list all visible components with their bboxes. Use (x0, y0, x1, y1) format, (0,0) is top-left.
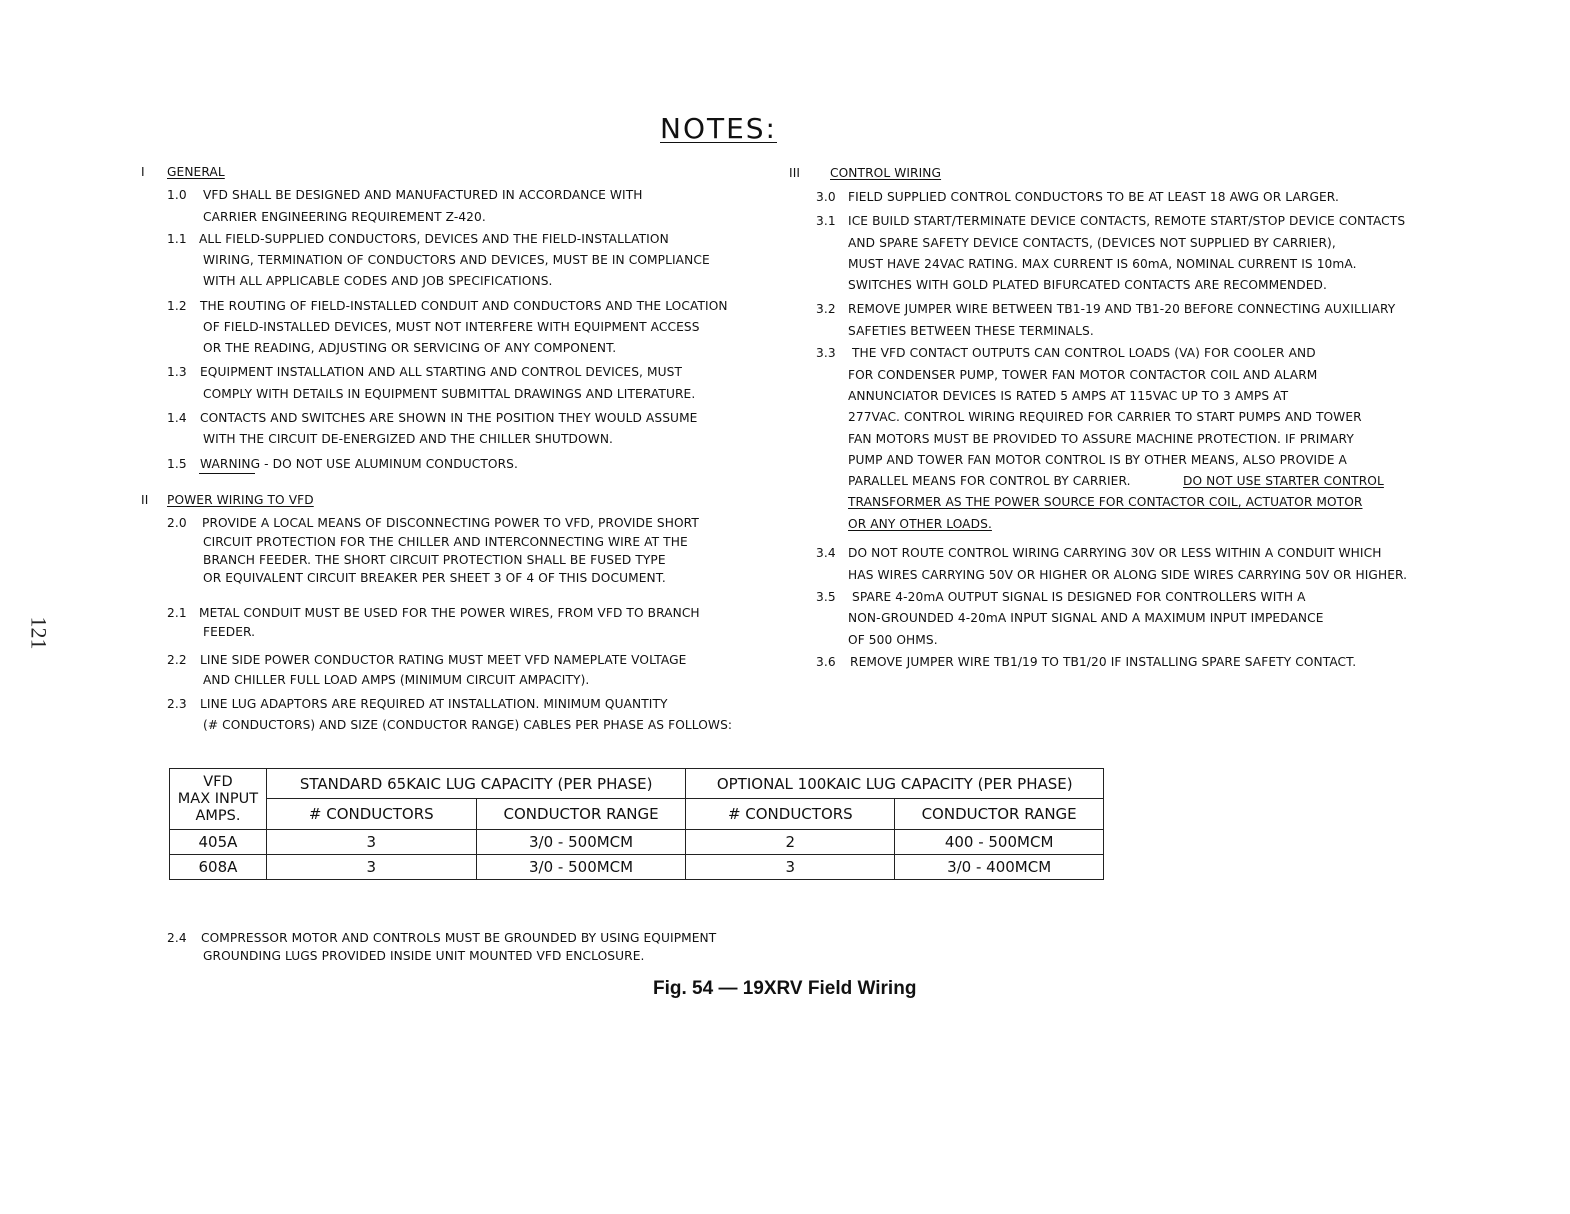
note-line: HAS WIRES CARRYING 50V OR HIGHER OR ALONG SIDE WIRES CARRYING 50V OR HIGHER. (848, 568, 1408, 582)
note-line: 2.3 (167, 697, 187, 711)
note-line: POWER WIRING TO VFD (167, 493, 314, 507)
note-line: 1.0 (167, 188, 187, 202)
header-optional-lug-capacity: OPTIONAL 100KAIC LUG CAPACITY (PER PHASE) (686, 769, 1104, 799)
note-line: 1.1 (167, 232, 187, 246)
note-line: 1.5 (167, 457, 187, 471)
notes-title: NOTES: (660, 112, 777, 145)
note-line: 3.2 (816, 302, 836, 316)
note-line: CONTACTS AND SWITCHES ARE SHOWN IN THE POSITION THEY WOULD ASSUME (200, 411, 698, 425)
note-line: 3.4 (816, 546, 836, 560)
note-line: 277VAC. CONTROL WIRING REQUIRED FOR CARRIER TO START PUMPS AND TOWER (848, 410, 1362, 424)
table-cell: 405A (170, 830, 267, 855)
note-line: THE VFD CONTACT OUTPUTS CAN CONTROL LOADS (VA) FOR COOLER AND (852, 346, 1316, 360)
note-line: FAN MOTORS MUST BE PROVIDED TO ASSURE MACHINE PROTECTION. IF PRIMARY (848, 432, 1354, 446)
table-cell: 3 (266, 830, 476, 855)
note-line: FEEDER. (203, 625, 256, 639)
note-line: WITH THE CIRCUIT DE-ENERGIZED AND THE CHILLER SHUTDOWN. (203, 432, 614, 446)
note-line: 3.3 (816, 346, 836, 360)
table-row (170, 830, 1104, 855)
note-line: AND CHILLER FULL LOAD AMPS (MINIMUM CIRCUIT AMPACITY). (203, 673, 590, 687)
note-line: ALL FIELD-SUPPLIED CONDUCTORS, DEVICES AND THE FIELD-INSTALLATION (199, 232, 669, 246)
note-line: WARNING - DO NOT USE ALUMINUM CONDUCTORS. (200, 457, 518, 471)
note-line: AND SPARE SAFETY DEVICE CONTACTS, (DEVICES NOT SUPPLIED BY CARRIER), (848, 236, 1336, 250)
note-line: FIELD SUPPLIED CONTROL CONDUCTORS TO BE AT LEAST 18 AWG OR LARGER. (848, 190, 1339, 204)
note-line: III (789, 166, 801, 180)
note-line: (# CONDUCTORS) AND SIZE (CONDUCTOR RANGE) CABLES PER PHASE AS FOLLOWS: (203, 718, 733, 732)
note-line: DO NOT USE STARTER CONTROL (1183, 474, 1384, 488)
note-line: 2.0 (167, 516, 187, 530)
note-line: 3.6 (816, 655, 836, 669)
note-line: 2.2 (167, 653, 187, 667)
note-line: VFD SHALL BE DESIGNED AND MANUFACTURED IN ACCORDANCE WITH (203, 188, 643, 202)
note-line: OR THE READING, ADJUSTING OR SERVICING OF ANY COMPONENT. (203, 341, 617, 355)
note-line: 3.5 (816, 590, 836, 604)
note-line: GROUNDING LUGS PROVIDED INSIDE UNIT MOUNTED VFD ENCLOSURE. (203, 949, 645, 963)
note-line: II (141, 493, 149, 507)
note-line: OR EQUIVALENT CIRCUIT BREAKER PER SHEET 3 OF 4 OF THIS DOCUMENT. (203, 571, 666, 585)
header-standard-lug-capacity: STANDARD 65KAIC LUG CAPACITY (PER PHASE) (266, 769, 686, 799)
note-line: 1.2 (167, 299, 187, 313)
note-line: 2.1 (167, 606, 187, 620)
note-line: LINE LUG ADAPTORS ARE REQUIRED AT INSTALLATION. MINIMUM QUANTITY (200, 697, 668, 711)
note-line: METAL CONDUIT MUST BE USED FOR THE POWER WIRES, FROM VFD TO BRANCH (199, 606, 700, 620)
note-line: SPARE 4-20mA OUTPUT SIGNAL IS DESIGNED FOR CONTROLLERS WITH A (852, 590, 1306, 604)
header-amps-line: AMPS. (195, 807, 241, 824)
table-cell: 3/0 - 500MCM (476, 855, 686, 880)
note-line: SWITCHES WITH GOLD PLATED BIFURCATED CONTACTS ARE RECOMMENDED. (848, 278, 1328, 292)
note-line: OR ANY OTHER LOADS. (848, 517, 992, 531)
note-line: ANNUNCIATOR DEVICES IS RATED 5 AMPS AT 115VAC UP TO 3 AMPS AT (848, 389, 1289, 403)
note-line: COMPRESSOR MOTOR AND CONTROLS MUST BE GROUNDED BY USING EQUIPMENT (201, 931, 717, 945)
note-line: I (141, 165, 145, 179)
header-standard-conductors: # CONDUCTORS (266, 799, 476, 830)
note-line: 2.4 (167, 931, 187, 945)
note-line: ICE BUILD START/TERMINATE DEVICE CONTACTS, REMOTE START/STOP DEVICE CONTACTS (848, 214, 1406, 228)
note-line: 3.1 (816, 214, 836, 228)
note-line: 1.3 (167, 365, 187, 379)
figure-caption: Fig. 54 — 19XRV Field Wiring (653, 978, 917, 999)
note-line: LINE SIDE POWER CONDUCTOR RATING MUST MEET VFD NAMEPLATE VOLTAGE (200, 653, 687, 667)
header-vfd-max-input-amps (170, 769, 267, 830)
note-line: TRANSFORMER AS THE POWER SOURCE FOR CONTACTOR COIL, ACTUATOR MOTOR (848, 495, 1363, 509)
header-optional-conductors: # CONDUCTORS (686, 799, 895, 830)
table-row (170, 855, 1104, 880)
lug-capacity-table (169, 768, 1104, 880)
note-line: 3.0 (816, 190, 836, 204)
note-line: COMPLY WITH DETAILS IN EQUIPMENT SUBMITTAL DRAWINGS AND LITERATURE. (203, 387, 696, 401)
table-cell: 3 (266, 855, 476, 880)
note-line: FOR CONDENSER PUMP, TOWER FAN MOTOR CONTACTOR COIL AND ALARM (848, 368, 1318, 382)
table-cell: 400 - 500MCM (895, 830, 1104, 855)
note-line: PROVIDE A LOCAL MEANS OF DISCONNECTING POWER TO VFD, PROVIDE SHORT (202, 516, 699, 530)
page-number: 121 (26, 616, 52, 650)
header-standard-range: CONDUCTOR RANGE (476, 799, 686, 830)
note-line: 1.4 (167, 411, 187, 425)
note-line: NON-GROUNDED 4-20mA INPUT SIGNAL AND A MAXIMUM INPUT IMPEDANCE (848, 611, 1324, 625)
table-cell: 608A (170, 855, 267, 880)
header-optional-range: CONDUCTOR RANGE (895, 799, 1104, 830)
note-line: SAFETIES BETWEEN THESE TERMINALS. (848, 324, 1094, 338)
note-line: MUST HAVE 24VAC RATING. MAX CURRENT IS 60mA, NOMINAL CURRENT IS 10mA. (848, 257, 1357, 271)
note-line: DO NOT ROUTE CONTROL WIRING CARRYING 30V OR LESS WITHIN A CONDUIT WHICH (848, 546, 1382, 560)
note-line: BRANCH FEEDER. THE SHORT CIRCUIT PROTECTION SHALL BE FUSED TYPE (203, 553, 666, 567)
note-line: CARRIER ENGINEERING REQUIREMENT Z-420. (203, 210, 486, 224)
note-line: PUMP AND TOWER FAN MOTOR CONTROL IS BY OTHER MEANS, ALSO PROVIDE A (848, 453, 1347, 467)
note-line: WITH ALL APPLICABLE CODES AND JOB SPECIFICATIONS. (203, 274, 553, 288)
note-line: CONTROL WIRING (830, 166, 942, 180)
note-line: WIRING, TERMINATION OF CONDUCTORS AND DEVICES, MUST BE IN COMPLIANCE (203, 253, 710, 267)
note-line: PARALLEL MEANS FOR CONTROL BY CARRIER. (848, 474, 1131, 488)
note-line: GENERAL (167, 165, 225, 179)
note-line: OF FIELD-INSTALLED DEVICES, MUST NOT INTERFERE WITH EQUIPMENT ACCESS (203, 320, 700, 334)
note-line: REMOVE JUMPER WIRE BETWEEN TB1-19 AND TB1-20 BEFORE CONNECTING AUXILLIARY (848, 302, 1396, 316)
table-cell: 3/0 - 500MCM (476, 830, 686, 855)
warning-underline (199, 473, 255, 474)
table-cell: 3/0 - 400MCM (895, 855, 1104, 880)
note-line: CIRCUIT PROTECTION FOR THE CHILLER AND INTERCONNECTING WIRE AT THE (203, 535, 688, 549)
header-vfd-line: VFD (203, 773, 233, 790)
header-max-input-line: MAX INPUT (177, 790, 259, 807)
note-line: EQUIPMENT INSTALLATION AND ALL STARTING AND CONTROL DEVICES, MUST (200, 365, 683, 379)
note-line: OF 500 OHMS. (848, 633, 938, 647)
table-cell: 3 (686, 855, 895, 880)
table-cell: 2 (686, 830, 895, 855)
note-line: REMOVE JUMPER WIRE TB1/19 TO TB1/20 IF INSTALLING SPARE SAFETY CONTACT. (850, 655, 1357, 669)
note-line: THE ROUTING OF FIELD-INSTALLED CONDUIT AND CONDUCTORS AND THE LOCATION (200, 299, 728, 313)
